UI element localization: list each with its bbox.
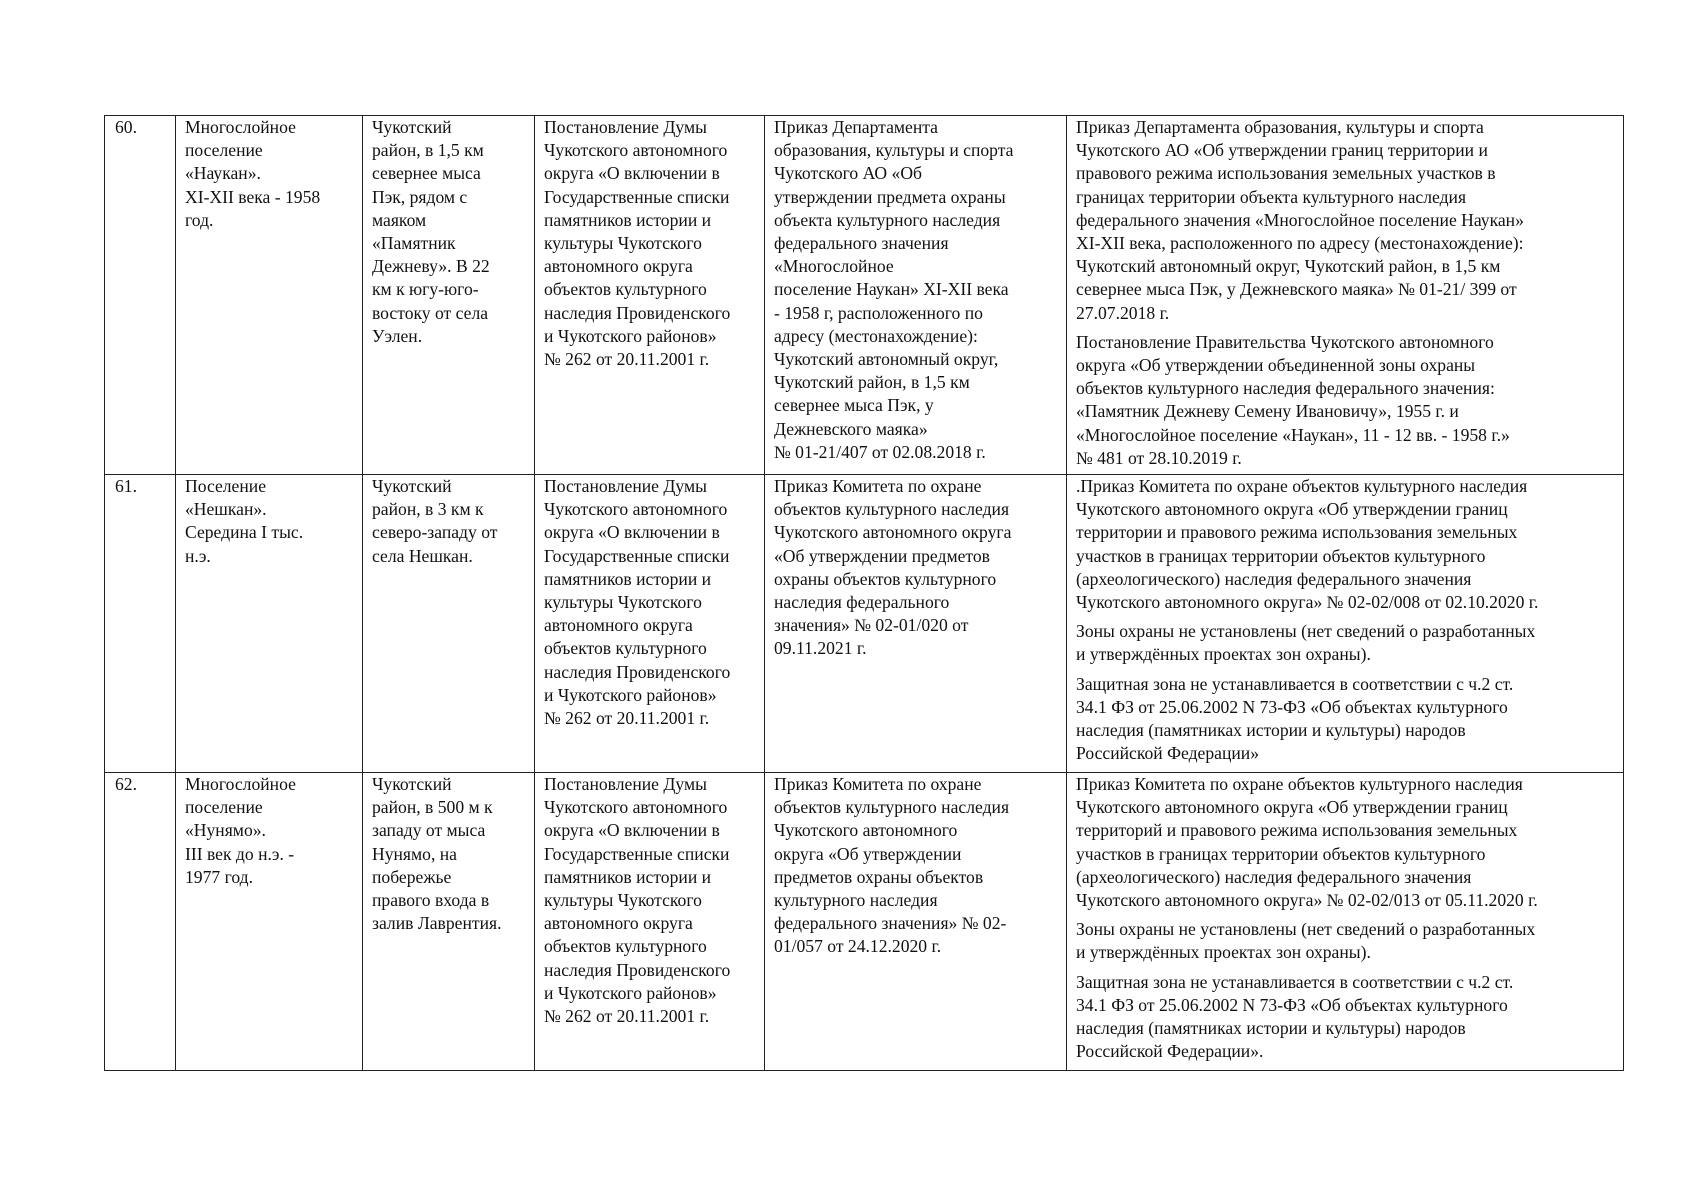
protection-subject-act: Приказ Комитета по охране объектов культурного наследия Чукотского автономного округа «Об утверждении предметов охраны объектов культурного наследия федерального значения» № 02-01/020 от 09.11.2021 г. [765, 475, 1067, 773]
inclusion-act: Постановление Думы Чукотского автономного округа «О включении в Государственные списки памятников истории и культуры Чукотского автономного округа объектов культурного наследия Провиденского и Чукотского районов» № 262 от 20.11.2001 г. [535, 475, 765, 773]
heritage-objects-table [104, 115, 1624, 1071]
territory-boundaries-acts [1067, 116, 1624, 475]
protection-subject-act: Приказ Департамента образования, культуры и спорта Чукотского АО «Об утверждении предмета охраны объекта культурного наследия федерального значения «Многослойное поселение Наукан» XI-XII века - 1958 г, расположенного по адресу (местонахождение): Чукотский автономный округ, Чукотский район, в 1,5 км севернее мыса Пэк, у Дежневского маяка» № 01-21/407 от 02.08.2018 г. [765, 116, 1067, 475]
protective-zone-paragraph: Защитная зона не устанавливается в соответствии с ч.2 ст. 34.1 ФЗ от 25.06.2002 N 73-ФЗ «Об объектах культурного наследия (памятниках истории и культуры) народов Российской Федерации». [1076, 971, 1514, 1062]
object-location: Чукотский район, в 1,5 км севернее мыса Пэк, рядом с маяком «Памятник Дежневу». В 22 км к югу-юго- востоку от села Уэлен. [363, 116, 535, 475]
boundaries-paragraph: Постановление Правительства Чукотского автономного округа «Об утверждении объединенной зоны охраны объектов культурного наследия федерального значения: «Памятник Дежневу Семену Ивановичу», 1955 г. и «Многослойное поселение «Наукан», 11 - 12 вв. - 1958 г.» № 481 от 28.10.2019 г. [1076, 331, 1510, 468]
row-number: 61. [105, 475, 176, 773]
protection-zones-paragraph: Зоны охраны не установлены (нет сведений о разработанных и утверждённых проектах зон охраны). [1076, 621, 1536, 665]
object-name: Многослойное поселение «Нунямо». III век до н.э. - 1977 год. [176, 773, 363, 1071]
boundaries-paragraph: .Приказ Комитета по охране объектов культурного наследия Чукотского автономного округа «Об утверждении границ территории и правового режима использования земельных участков в границах территории объектов культурного (археологического) наследия федерального значения Чукотского автономного округа» № 02-02/008 от 02.10.2020 г. [1076, 476, 1539, 613]
inclusion-act: Постановление Думы Чукотского автономного округа «О включении в Государственные списки памятников истории и культуры Чукотского автономного округа объектов культурного наследия Провиденского и Чукотского районов» № 262 от 20.11.2001 г. [535, 116, 765, 475]
table-row [105, 116, 1624, 475]
protection-subject-act: Приказ Комитета по охране объектов культурного наследия Чукотского автономного округа «Об утверждении предметов охраны объектов культурного наследия федерального значения» № 02- 01/057 от 24.12.2020 г. [765, 773, 1067, 1071]
territory-boundaries-acts [1067, 475, 1624, 773]
table-row [105, 773, 1624, 1071]
object-name: Многослойное поселение «Наукан». XI-XII века - 1958 год. [176, 116, 363, 475]
table-row [105, 475, 1624, 773]
protective-zone-paragraph: Защитная зона не устанавливается в соответствии с ч.2 ст. 34.1 ФЗ от 25.06.2002 N 73-ФЗ «Об объектах культурного наследия (памятниках истории и культуры) народов Российской Федерации» [1076, 673, 1514, 764]
row-number: 62. [105, 773, 176, 1071]
protection-zones-paragraph: Зоны охраны не установлены (нет сведений о разработанных и утверждённых проектах зон охраны). [1076, 919, 1536, 963]
object-location: Чукотский район, в 3 км к северо-западу от села Нешкан. [363, 475, 535, 773]
object-name: Поселение «Нешкан». Середина I тыс. н.э. [176, 475, 363, 773]
territory-boundaries-acts [1067, 773, 1624, 1071]
boundaries-paragraph: Приказ Комитета по охране объектов культурного наследия Чукотского автономного округа «Об утверждении границ территорий и правового режима использования земельных участков в границах территории объектов культурного (археологического) наследия федерального значения Чукотского автономного округа» № 02-02/013 от 05.11.2020 г. [1076, 774, 1538, 911]
boundaries-paragraph: Приказ Департамента образования, культуры и спорта Чукотского АО «Об утверждении границ территории и правового режима использования земельных участков в границах территории объекта культурного наследия федерального значения «Многослойное поселение Наукан» XI-XII века, расположенного по адресу (местонахождение): Чукотский автономный округ, Чукотский район, в 1,5 км севернее мыса Пэк, у Дежневского маяка» № 01-21/ 399 от 27.07.2018 г. [1076, 117, 1524, 323]
inclusion-act: Постановление Думы Чукотского автономного округа «О включении в Государственные списки памятников истории и культуры Чукотского автономного округа объектов культурного наследия Провиденского и Чукотского районов» № 262 от 20.11.2001 г. [535, 773, 765, 1071]
object-location: Чукотский район, в 500 м к западу от мыса Нунямо, на побережье правого входа в залив Лаврентия. [363, 773, 535, 1071]
row-number: 60. [105, 116, 176, 475]
